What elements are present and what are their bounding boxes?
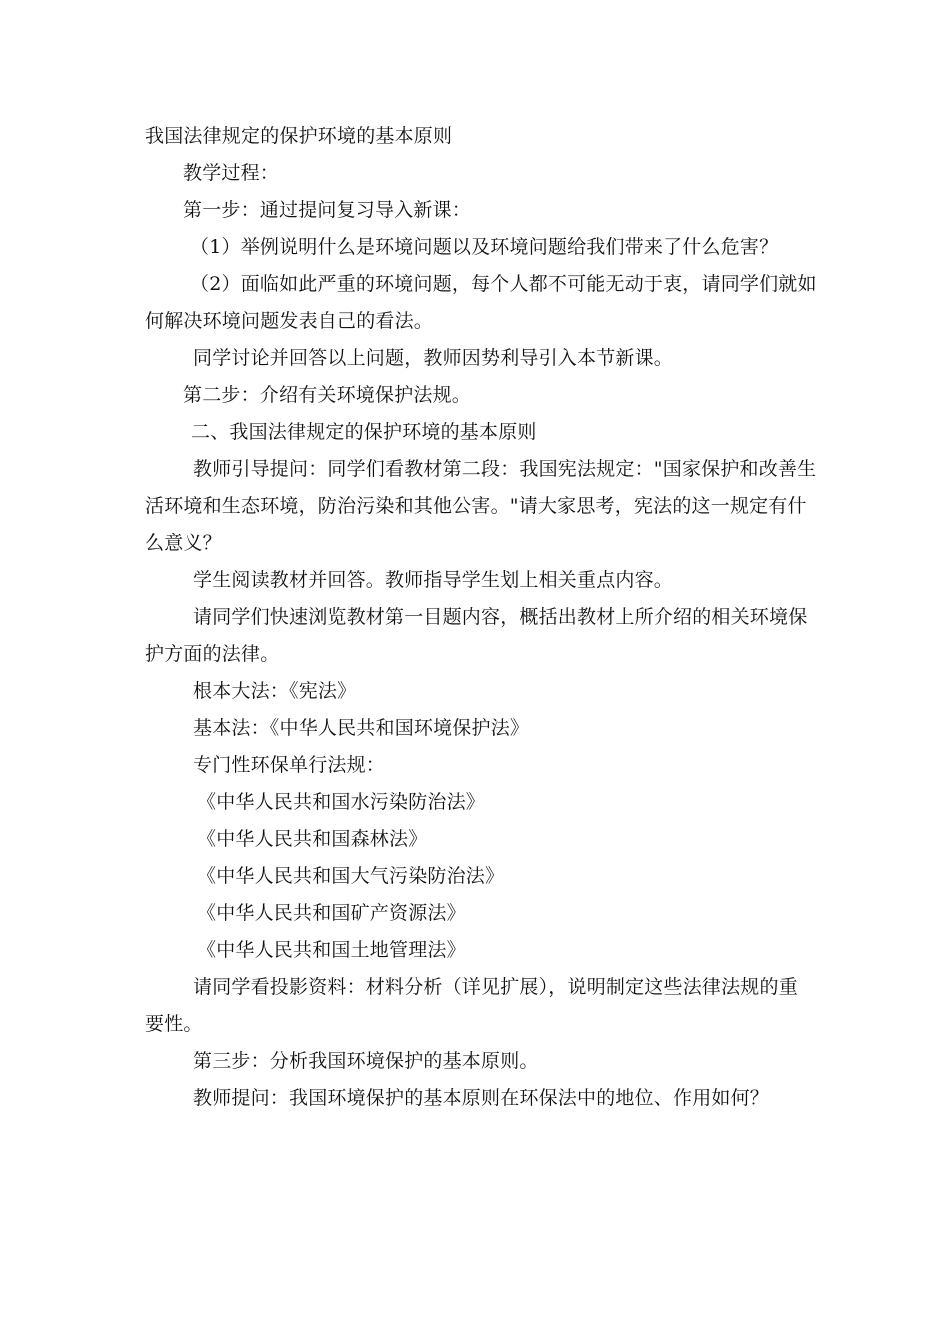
paragraph-line: 教学过程： bbox=[183, 162, 280, 184]
paragraph-line: 教师提问：我国环境保护的基本原则在环保法中的地位、作用如何？ bbox=[193, 1087, 770, 1109]
law-title: 《中华人民共和国土地管理法》 bbox=[197, 939, 466, 961]
paragraph-line: 么意义？ bbox=[145, 532, 222, 554]
paragraph-line: 教师引导提问：同学们看教材第二段：我国宪法规定："国家保护和改善生 bbox=[193, 458, 817, 480]
list-item: 专门性环保单行法规： bbox=[193, 754, 386, 776]
section-heading: 我国法律规定的保护环境的基本原则 bbox=[145, 125, 453, 147]
paragraph-line: 第三步：分析我国环境保护的基本原则。 bbox=[193, 1050, 539, 1072]
law-title: 《中华人民共和国水污染防治法》 bbox=[197, 791, 486, 813]
list-item: 基本法：《中华人民共和国环境保护法》 bbox=[193, 717, 530, 739]
paragraph-line: 护方面的法律。 bbox=[145, 643, 280, 665]
paragraph-line: 要性。 bbox=[145, 1013, 203, 1035]
law-title: 《中华人民共和国森林法》 bbox=[197, 828, 428, 850]
law-title: 《中华人民共和国大气污染防治法》 bbox=[197, 865, 505, 887]
paragraph-line: 同学讨论并回答以上问题，教师因势利导引入本节新课。 bbox=[193, 347, 674, 369]
paragraph-line: （1）举例说明什么是环境问题以及环境问题给我们带来了什么危害？ bbox=[190, 236, 779, 258]
law-title: 《中华人民共和国矿产资源法》 bbox=[197, 902, 466, 924]
subsection-heading: 二、我国法律规定的保护环境的基本原则 bbox=[191, 421, 537, 443]
list-item: 根本大法：《宪法》 bbox=[193, 680, 357, 702]
paragraph-line: 请同学看投影资料：材料分析（详见扩展），说明制定这些法律法规的重 bbox=[193, 976, 798, 998]
paragraph-line: 第二步：介绍有关环境保护法规。 bbox=[183, 384, 472, 406]
document-body bbox=[145, 118, 817, 1117]
paragraph-line: 请同学们快速浏览教材第一目题内容，概括出教材上所介绍的相关环境保 bbox=[193, 606, 808, 628]
paragraph-line: （2）面临如此严重的环境问题，每个人都不可能无动于衷，请同学们就如 bbox=[190, 273, 817, 295]
paragraph-line: 何解决环境问题发表自己的看法。 bbox=[145, 310, 434, 332]
paragraph-line: 活环境和生态环境，防治污染和其他公害。"请大家思考，宪法的这一规定有什 bbox=[145, 495, 807, 517]
paragraph-line: 第一步：通过提问复习导入新课： bbox=[183, 199, 472, 221]
paragraph-line: 学生阅读教材并回答。教师指导学生划上相关重点内容。 bbox=[193, 569, 674, 591]
